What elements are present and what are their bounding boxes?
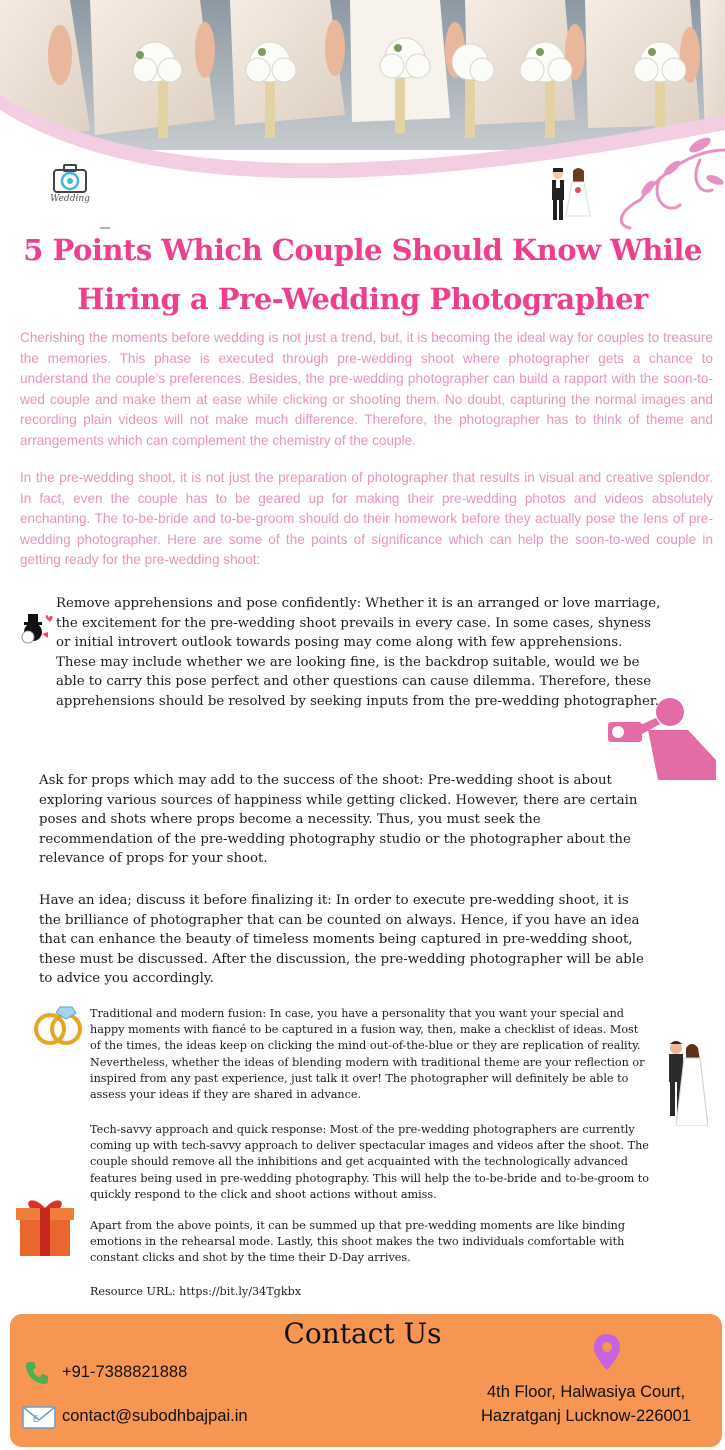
svg-text:E: E (33, 1414, 40, 1424)
contact-title: Contact Us (283, 1317, 442, 1350)
intro-paragraph: Cherishing the moments before wedding is not just a trend, but, it is becoming the ideal way for couples to treasure the memories. This phase is executed through pre-wedding shoot where photographer gets a chance to understand the couple’s preferences. Besides, the pre-wedding photographer can build a rapport with the soon-to-wed couple and make them at ease while clicking or shooting them. No doubt, capturing the normal images and recording plain videos will not make much difference. Therefore, the photographer has to think of theme and arrangements which can complement the chemistry of the couple. (20, 330, 713, 448)
intro-paragraph: In the pre-wedding shoot, it is not just the preparation of photographer that results in visual and creative splendor. In fact, even the couple has to be geared up for making their pre-wedding photos and videos absolutely enchanting. The to-be-bride and to-be-groom should do their homework before they actually pose the lens of pre-wedding photographer. Here are some of the points of significance which can help the soon-to-wed couple in getting ready for the pre-wedding shoot: (20, 470, 713, 567)
point-paragraph: Remove apprehensions and pose confidently: Whether it is an arranged or love marriage, the excitement for the pre-wedding shoot prevails in every case. In some cases, shyness or initial introvert outlook towards posing may come along with few apprehensions. These may include whether we are looking fine, is the backdrop suitable, would we be able to carry this pose perfect and other questions can cause dilemma. Therefore, these apprehensions should be resolved by seeking inputs from the pre-wedding photographer. (56, 596, 661, 709)
location-pin-icon (593, 1333, 621, 1376)
conclusion-paragraph: Apart from the above points, it can be summed up that pre-wedding moments are like binding emotions in the rehearsal mode. Lastly, this shoot makes the two individuals comfortable with constant clicks and shot by the time their D-Day arrives. (90, 1219, 626, 1265)
contact-phone[interactable]: +91-7388821888 (62, 1363, 188, 1381)
resource-url[interactable]: Resource URL: https://bit.ly/34Tgkbx (90, 1285, 302, 1298)
bride-groom-icon (662, 1040, 708, 1131)
contact-email[interactable]: contact@subodhbajpai.in (62, 1407, 248, 1425)
rings-icon (32, 1003, 84, 1052)
hero-image (0, 0, 725, 235)
phone-icon (24, 1360, 50, 1391)
page-title: 5 Points Which Couple Should Know While Hiring a Pre-Wedding Photographer (23, 233, 702, 316)
address-line: Hazratganj Lucknow-226001 (480, 1407, 692, 1425)
logo-text: Wedding (50, 194, 90, 204)
camera-logo-icon (44, 162, 96, 214)
point-paragraph: Ask for props which may add to the success of the shoot: Pre-wedding shoot is about exploring various sources of happiness while getting clicked. However, there are certain poses and shots where props become a necessity. Thus, you must seek the recommendation of the pre-wedding photography studio or the photographer about the relevance of props for your shoot. (39, 773, 638, 867)
point-paragraph: Tech-savvy approach and quick response: Most of the pre-wedding photographers are currently coming up with tech-savvy approach to deliver spectacular images and videos after the shoot. The couple should remove all the inhibitions and get acquainted with the technologically advanced features being used in pre-wedding photography. This will help the to-be-bride and to-be-groom to quickly respond to the click and shoot actions without amiss. (90, 1123, 650, 1201)
point-paragraph: Traditional and modern fusion: In case, you have a personality that you want your special and happy moments with fiancé to be captured in a fusion way, then, make a checklist of ideas. Most of the times, the ideas keep on clicking the mind out-of-the-blue or they are replication of reality. Nevertheless, whether the ideas of blending modern with traditional theme are your reflection or inspired from any past experience, just talk it over! The photographer will definitely be able to assess your ideas if they are shared in advance. (90, 1007, 645, 1102)
mail-icon (22, 1404, 56, 1435)
gift-box-icon (16, 1194, 74, 1263)
couple-hat-icon (14, 612, 54, 657)
contact-address (466, 1380, 706, 1428)
point-paragraph: Have an idea; discuss it before finalizing it: In order to execute pre-wedding shoot, it is the brilliance of photographer that can be counted on always. Hence, if you have an idea that can enhance the beauty of timeless moments being captured in pre-wedding shoot, these must be discussed. After the discussion, the pre-wedding photographer will be able to advice you accordingly. (39, 893, 644, 987)
address-line: 4th Floor, Halwasiya Court, (486, 1383, 686, 1401)
